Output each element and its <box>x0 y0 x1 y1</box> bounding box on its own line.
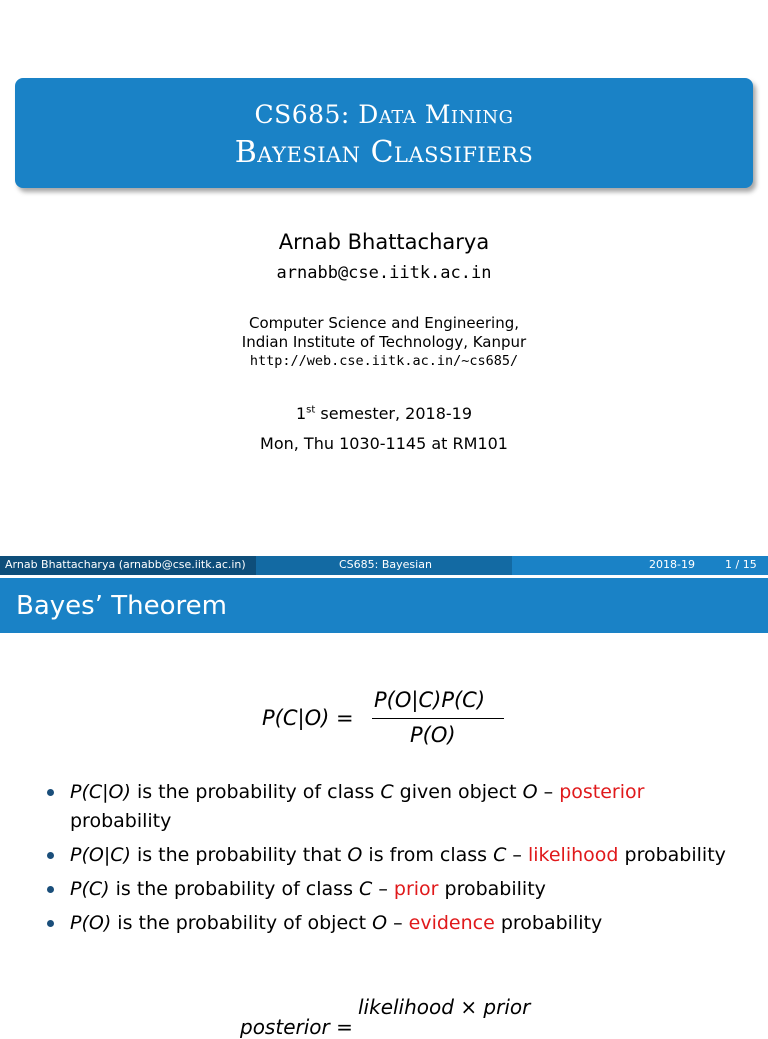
bullet-math: P(O|C) <box>70 844 131 866</box>
bullet-dash: – <box>387 912 409 934</box>
bullet-dash: – <box>537 781 560 803</box>
list-item <box>46 875 746 904</box>
frame-title: Bayes’ Theorem <box>16 591 227 621</box>
bullet-term: posterior <box>559 781 645 803</box>
bullet-var: C <box>380 781 394 803</box>
semester-sup: st <box>306 404 316 416</box>
footer-short-title: CS685: Bayesian <box>339 558 432 571</box>
semester <box>0 404 768 423</box>
footer-page-number: 1 / 15 <box>725 558 757 571</box>
list-item <box>46 909 746 938</box>
author-name: Arnab Bhattacharya <box>278 230 490 254</box>
bullet-icon <box>47 886 54 893</box>
list-item <box>46 841 746 870</box>
department: Computer Science and Engineering, <box>248 314 519 332</box>
list-item <box>46 778 746 836</box>
bullet-math: P(C) <box>70 878 110 900</box>
bullet-term: likelihood <box>527 844 619 866</box>
bullet-var: C <box>493 844 507 866</box>
bullet-icon <box>47 920 54 927</box>
course-title: CS685: Data Mining <box>254 100 514 129</box>
bullet-text: is from class <box>362 844 494 866</box>
bullet-text: given object <box>393 781 523 803</box>
bullet-var: O <box>522 781 538 803</box>
semester-rest: semester, 2018-19 <box>315 404 473 423</box>
bullet-text: is the probability of class <box>130 781 381 803</box>
bullet-term: prior <box>393 878 439 900</box>
formula-numerator: P(O|C)P(C) <box>374 688 486 712</box>
bullet-term: evidence <box>408 912 495 934</box>
bullet-text: is the probability of object <box>111 912 373 934</box>
schedule: Mon, Thu 1030-1145 at RM101 <box>260 434 508 453</box>
semester-ordinal: 1 <box>295 404 307 423</box>
bullet-var: O <box>372 912 388 934</box>
formula-lhs: P(C|O) = <box>262 706 354 730</box>
title-box <box>15 78 753 188</box>
bullet-dash: – <box>506 844 528 866</box>
lecture-title: Bayesian Classifiers <box>234 135 534 170</box>
bullet-text: probability <box>70 810 172 832</box>
institute: Indian Institute of Technology, Kanpur <box>241 333 527 351</box>
posterior-numerator: likelihood × prior <box>358 995 531 1019</box>
author-email: arnabb@cse.iitk.ac.in <box>276 263 492 283</box>
definition-list <box>46 778 746 943</box>
frame-title-bar <box>0 578 768 633</box>
bullet-text: probability <box>438 878 546 900</box>
bullet-icon <box>47 852 54 859</box>
course-url[interactable]: http://web.cse.iitk.ac.in/~cs685/ <box>249 353 519 369</box>
bullet-var: O <box>347 844 363 866</box>
bullet-text: probability <box>494 912 603 934</box>
fraction-bar <box>372 718 504 719</box>
bullet-text: is the probability of class <box>109 878 360 900</box>
posterior-lhs: posterior = <box>240 1015 353 1039</box>
bullet-text: probability <box>618 844 726 866</box>
bullet-math: P(O) <box>70 912 112 934</box>
bullet-icon <box>47 789 54 796</box>
bullet-math: P(C|O) <box>70 781 131 803</box>
formula-denominator: P(O) <box>410 723 456 747</box>
footer-year: 2018-19 <box>649 558 695 571</box>
footer-bar <box>0 556 768 575</box>
bullet-text: is the probability that <box>130 844 348 866</box>
footer-author: Arnab Bhattacharya (arnabb@cse.iitk.ac.in) <box>5 558 246 571</box>
bullet-var: C <box>359 878 373 900</box>
bullet-dash: – <box>372 878 394 900</box>
